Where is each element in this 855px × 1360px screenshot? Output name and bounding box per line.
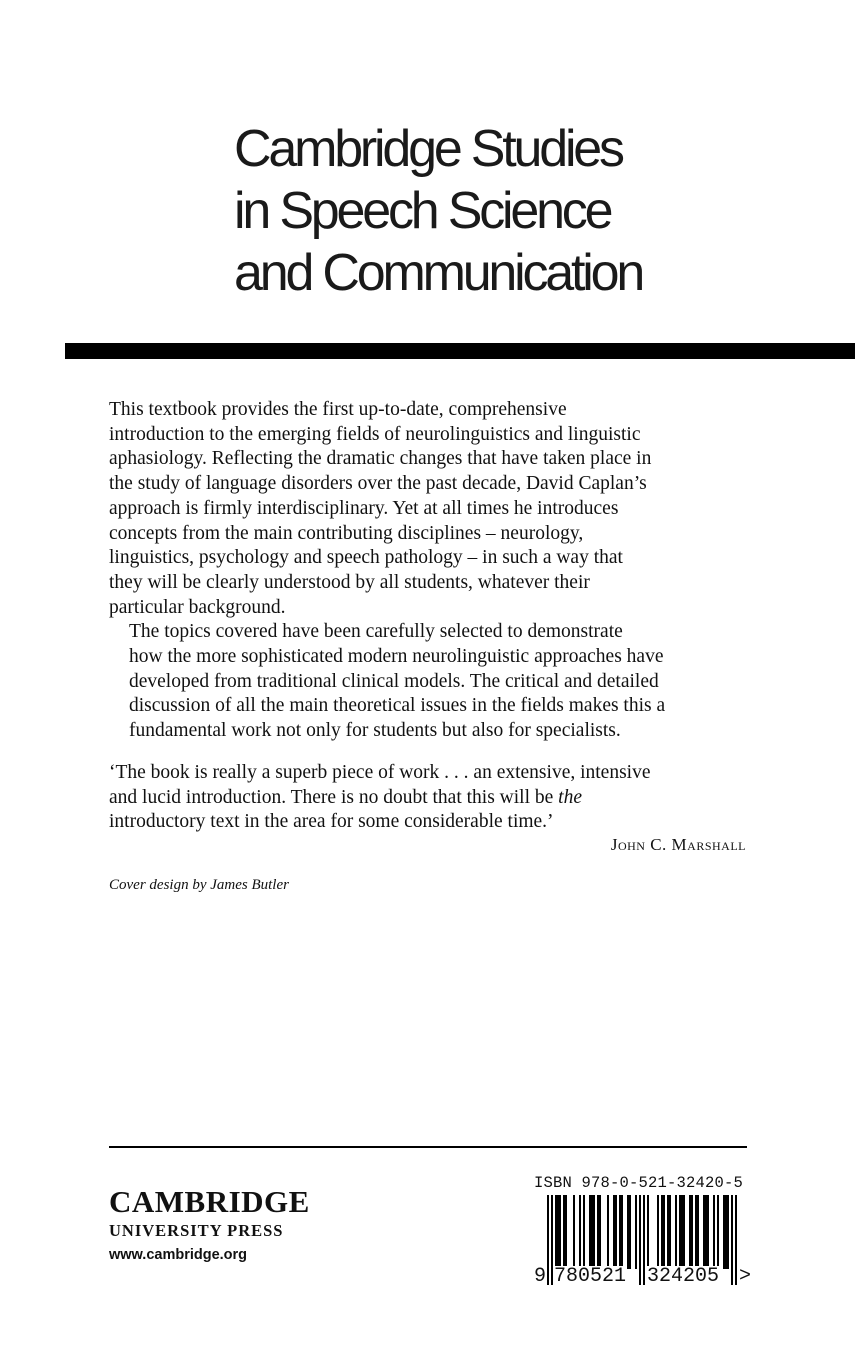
barcode-bar (697, 1195, 699, 1269)
description-line: This textbook provides the first up-to-date, comprehensive (109, 399, 567, 420)
barcode-right-digits: 324205 (647, 1265, 720, 1288)
barcode-bar (661, 1195, 663, 1269)
barcode-arrow: > (739, 1265, 752, 1288)
description-line: concepts from the main contributing disciplines – neurology, (109, 522, 584, 544)
barcode-bar (681, 1195, 683, 1269)
series-title-line-1: Cambridge Studies (234, 120, 622, 178)
barcode-bar (613, 1195, 615, 1269)
barcode-bar (669, 1195, 671, 1269)
isbn-label: ISBN 978-0-521-32420-5 (534, 1174, 744, 1192)
barcode-bar (695, 1195, 697, 1269)
barcode-bar (635, 1195, 637, 1269)
barcode-bar (723, 1195, 725, 1269)
barcode-bar (717, 1195, 719, 1269)
description-line: The topics covered have been carefully selected to demonstrate (129, 621, 623, 643)
barcode-bar (679, 1195, 681, 1269)
barcode-bar (627, 1195, 629, 1269)
quote-attribution: John C. Marshall (610, 835, 746, 854)
description-line: fundamental work not only for students but also for specialists. (129, 720, 621, 742)
description-line: the study of language disorders over the past decade, David Caplan’s (109, 473, 647, 495)
series-title-line-2: in Speech Science (234, 182, 611, 240)
quote-line-1: ‘The book is really a superb piece of work . . . an extensive, intensive (109, 762, 651, 783)
review-quote (109, 761, 769, 835)
description-line: how the more sophisticated modern neurolinguistic approaches have (129, 646, 664, 668)
barcode-bar (579, 1195, 581, 1269)
description-line: particular background. (109, 596, 286, 618)
barcode-bar (593, 1195, 595, 1269)
description-line: discussion of all the main theoretical issues in the fields makes this a (129, 695, 666, 717)
barcode-bar (589, 1195, 591, 1269)
description-line: aphasiology. Reflecting the dramatic changes that have taken place in (109, 448, 652, 470)
thick-divider (65, 343, 855, 359)
barcode-bar (725, 1195, 727, 1269)
barcode-bar (563, 1195, 565, 1269)
barcode-bar (573, 1195, 575, 1269)
publisher-block (109, 1186, 310, 1265)
barcode-bar (691, 1195, 693, 1269)
barcode-digits (533, 1265, 752, 1288)
quote-emphasis: the (558, 786, 582, 808)
description-paragraph-2 (109, 620, 769, 744)
publisher-name-text: CAMBRIDGE (109, 1184, 310, 1219)
barcode-bar (619, 1195, 621, 1269)
series-title-line-3: and Communication (234, 244, 643, 302)
barcode-bar (703, 1195, 705, 1269)
barcode-bar (663, 1195, 665, 1269)
barcode-bar (705, 1195, 707, 1269)
barcode-bar (559, 1195, 561, 1269)
barcode-bar (727, 1195, 729, 1269)
barcode-bar (557, 1195, 559, 1269)
barcode-bar (597, 1195, 599, 1269)
quote-line-2-text: and lucid introduction. There is no doubt that this will be (109, 786, 559, 808)
barcode-bar (629, 1195, 631, 1269)
description-line: approach is firmly interdisciplinary. Yet at all times he introduces (109, 497, 619, 519)
barcode-first-digit: 9 (534, 1265, 547, 1288)
barcode-bar (555, 1195, 557, 1269)
barcode-bar (621, 1195, 623, 1269)
barcode-left-digits: 780521 (554, 1265, 627, 1288)
barcode-bar (667, 1195, 669, 1269)
publisher-url: www.cambridge.org (109, 1247, 248, 1263)
barcode-bar (675, 1195, 677, 1269)
book-description (109, 398, 769, 744)
barcode-bar (565, 1195, 567, 1269)
thin-divider (109, 1146, 747, 1148)
barcode-bar (591, 1195, 593, 1269)
barcode-bar (707, 1195, 709, 1269)
barcode-bar (689, 1195, 691, 1269)
barcode-bar (615, 1195, 617, 1269)
series-title (234, 118, 794, 304)
description-paragraph-1 (109, 398, 769, 620)
barcode-bar (713, 1195, 715, 1269)
description-line: they will be clearly understood by all students, whatever their (109, 571, 590, 593)
publisher-subtitle: UNIVERSITY PRESS (109, 1221, 284, 1240)
cover-design-credit: Cover design by James Butler (109, 877, 289, 893)
barcode-bar (657, 1195, 659, 1269)
quote-line-2 (109, 786, 769, 811)
barcode-bar (607, 1195, 609, 1269)
barcode-bar (599, 1195, 601, 1269)
description-line: introduction to the emerging fields of neurolinguistics and linguistic (109, 423, 641, 445)
publisher-name (109, 1186, 310, 1218)
barcode-bar (647, 1195, 649, 1269)
description-line: linguistics, psychology and speech pathology – in such a way that (109, 547, 623, 569)
barcode-bar (583, 1195, 585, 1269)
quote-line-3: introductory text in the area for some considerable time.’ (109, 811, 554, 833)
description-line: developed from traditional clinical models. The critical and detailed (129, 670, 659, 692)
barcode-bar (683, 1195, 685, 1269)
